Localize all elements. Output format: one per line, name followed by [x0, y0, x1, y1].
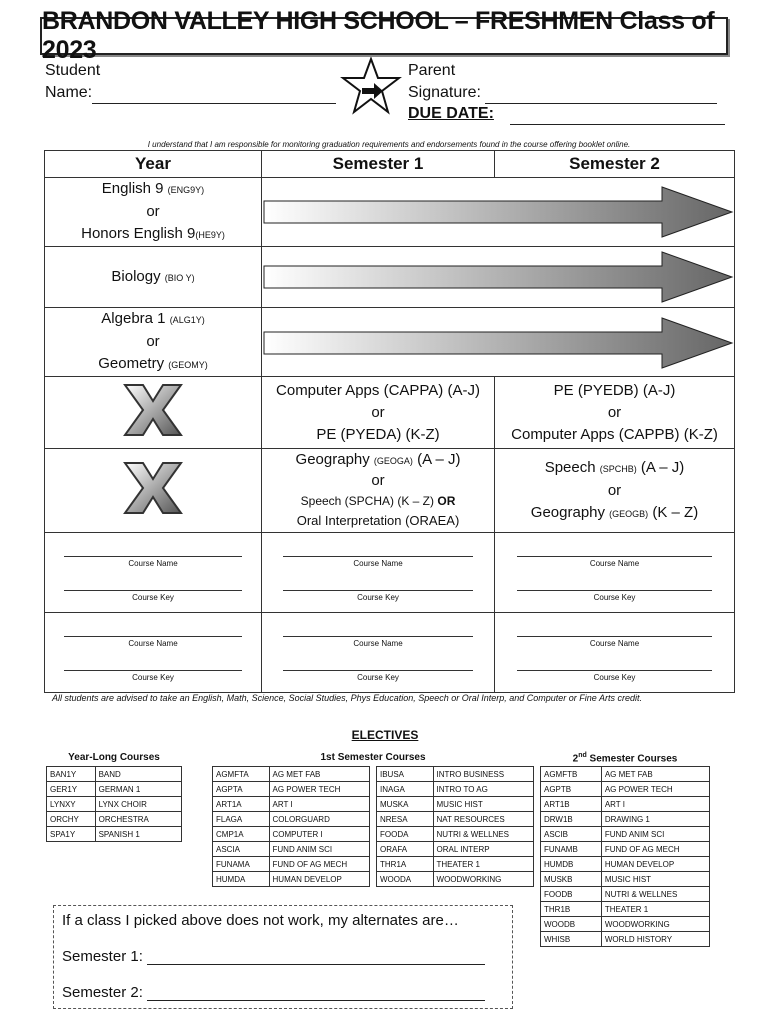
course-key-label: Course Key — [593, 672, 636, 682]
course-name-cell: WORLD HISTORY — [601, 932, 709, 947]
course-key-cell: CMP1A — [213, 827, 270, 842]
course-name-cell: ART I — [601, 797, 709, 812]
sem2-title — [540, 752, 710, 764]
course-key-cell: FUNAMB — [541, 842, 602, 857]
table-row — [541, 842, 710, 857]
page-title: BRANDON VALLEY HIGH SCHOOL – FRESHMEN Class of 2023 — [40, 17, 728, 55]
elective-blank-cell[interactable] — [495, 613, 735, 693]
table-row — [541, 887, 710, 902]
table-row — [541, 902, 710, 917]
course-name-cell: ORCHESTRA — [95, 812, 181, 827]
course-option: Computer Apps (CAPPA) (A-J) — [276, 381, 480, 399]
alternates-prompt: If a class I picked above does not work, my alternates are… — [62, 912, 459, 929]
course-code: (ALG1Y) — [169, 315, 205, 325]
course-key-cell: FOODA — [377, 827, 434, 842]
biology-course-cell — [45, 247, 262, 308]
course-key-cell: DRW1B — [541, 812, 602, 827]
course-name-cell: FUND OF AG MECH — [269, 857, 369, 872]
course-name-cell: AG MET FAB — [601, 767, 709, 782]
table-header-row — [45, 151, 735, 178]
or-text: or — [371, 472, 385, 489]
parent-signature-field — [408, 60, 717, 104]
course-name-label: Course Name — [589, 638, 640, 648]
course-key-cell: FLAGA — [213, 812, 270, 827]
course-option: Speech (SPCHA) (K – Z) — [300, 494, 438, 508]
course-key-label: Course Key — [357, 672, 399, 682]
course-name-line[interactable] — [517, 624, 713, 637]
course-key-cell: WOODA — [377, 872, 434, 887]
table-row — [45, 308, 735, 377]
course-title: Geography — [530, 503, 610, 521]
course-name-cell: ART I — [269, 797, 369, 812]
elective-blank-cell[interactable] — [45, 613, 262, 693]
course-name-cell: FUND ANIM SCI — [269, 842, 369, 857]
course-title: Algebra 1 — [101, 310, 170, 327]
course-option: PE (PYEDA) (K-Z) — [316, 425, 440, 443]
student-name-field — [45, 60, 336, 104]
elective-row — [45, 613, 735, 693]
full-year-arrow-icon — [262, 309, 734, 375]
alternates-box — [53, 905, 513, 1009]
alternate-semester-1-label: Semester 1: — [62, 948, 143, 965]
table-row — [377, 782, 534, 797]
course-name-cell: AG POWER TECH — [601, 782, 709, 797]
course-name-cell: HUMAN DEVELOP — [269, 872, 369, 887]
student-label: Student — [45, 62, 101, 79]
student-name-line[interactable] — [92, 87, 336, 104]
course-name-cell: GERMAN 1 — [95, 782, 181, 797]
elective-blank-cell[interactable] — [45, 533, 262, 613]
course-name-cell: INTRO BUSINESS — [433, 767, 533, 782]
electives-title: ELECTIVES — [351, 728, 419, 742]
table-row — [541, 872, 710, 887]
course-key-cell: WHISB — [541, 932, 602, 947]
table-row — [377, 872, 534, 887]
course-key-cell: FUNAMA — [213, 857, 270, 872]
course-name-cell: AG MET FAB — [269, 767, 369, 782]
course-name-cell: FUND ANIM SCI — [601, 827, 709, 842]
course-key-line[interactable] — [64, 578, 241, 591]
sem2-title-num: 2 — [572, 753, 579, 765]
year-long-table — [46, 766, 182, 842]
course-code: (HE9Y) — [195, 230, 225, 240]
course-name-cell: NUTRI & WELLNES — [601, 887, 709, 902]
year-long-title: Year-Long Courses — [68, 752, 160, 763]
course-key-cell: THR1A — [377, 857, 434, 872]
course-key-cell: ORAFA — [377, 842, 434, 857]
table-row — [45, 377, 735, 449]
full-year-arrow-cell — [262, 178, 735, 247]
course-name-cell: THEATER 1 — [433, 857, 533, 872]
course-name-cell: ORAL INTERP — [433, 842, 533, 857]
course-plan-table — [44, 150, 735, 693]
course-key-cell: GER1Y — [47, 782, 96, 797]
table-row — [541, 827, 710, 842]
course-code: (BIO Y) — [164, 272, 195, 283]
course-name-cell: COMPUTER I — [269, 827, 369, 842]
or-text: or — [607, 403, 622, 421]
sem1-title: 1st Semester Courses — [320, 752, 426, 763]
course-name-cell: SPANISH 1 — [95, 827, 181, 842]
course-title: Geography — [295, 451, 374, 468]
elective-blank-cell[interactable] — [495, 533, 735, 613]
header-semester-1: Semester 1 — [262, 151, 495, 178]
or-text: or — [607, 481, 622, 499]
course-key-label: Course Key — [132, 592, 174, 602]
sem1-table-b — [376, 766, 534, 887]
table-row — [213, 842, 370, 857]
course-key-label: Course Key — [593, 592, 636, 602]
table-row — [541, 857, 710, 872]
table-row — [213, 872, 370, 887]
x-mark-icon — [121, 381, 185, 439]
star-arrow-icon — [340, 57, 402, 115]
course-name-cell: MUSIC HIST — [433, 797, 533, 812]
course-key-cell: ORCHY — [47, 812, 96, 827]
table-row — [377, 797, 534, 812]
table-row — [377, 842, 534, 857]
course-key-cell: THR1B — [541, 902, 602, 917]
alternate-semester-2 — [62, 984, 485, 1001]
course-name-cell: NUTRI & WELLNES — [433, 827, 533, 842]
full-year-arrow-icon — [262, 179, 734, 245]
course-name-cell: AG POWER TECH — [269, 782, 369, 797]
course-name-cell: THEATER 1 — [601, 902, 709, 917]
table-row — [377, 827, 534, 842]
course-code: (GEOGA) — [373, 456, 413, 466]
course-key-line[interactable] — [517, 658, 713, 671]
header-semester-2: Semester 2 — [495, 151, 735, 178]
course-name-cell: FUND OF AG MECH — [601, 842, 709, 857]
course-name-cell: NAT RESOURCES — [433, 812, 533, 827]
elective-blank-cell[interactable] — [262, 533, 495, 613]
advice-note: All students are advised to take an English, Math, Science, Social Studies, Phys Education, Speech or Oral Interp, and Computer or Fine Arts credit. — [52, 693, 642, 703]
course-title: Biology — [111, 267, 165, 285]
course-title: Geometry — [98, 355, 169, 372]
course-title: Speech — [544, 458, 600, 476]
course-key-cell: INAGA — [377, 782, 434, 797]
course-code: (ENG9Y) — [167, 185, 205, 195]
semester-1-computer-pe-cell — [262, 377, 495, 449]
table-row — [213, 797, 370, 812]
alternate-semester-2-label: Semester 2: — [62, 984, 143, 1001]
alpha-range: (A – J) — [412, 451, 461, 468]
course-code: (GEOMY) — [168, 360, 208, 370]
course-key-line[interactable] — [283, 658, 473, 671]
course-name-cell: WOODWORKING — [433, 872, 533, 887]
table-row — [541, 767, 710, 782]
course-name-line[interactable] — [517, 544, 713, 557]
table-row — [541, 797, 710, 812]
course-key-cell: IBUSA — [377, 767, 434, 782]
full-year-arrow-icon — [262, 247, 734, 307]
course-key-cell: ASCIA — [213, 842, 270, 857]
alternate-semester-1 — [62, 948, 485, 965]
sem2-title-sup: nd — [578, 752, 587, 759]
table-row — [47, 782, 182, 797]
course-name-line[interactable] — [64, 624, 241, 637]
table-row — [47, 797, 182, 812]
course-key-cell: AGMFTA — [213, 767, 270, 782]
table-row — [213, 767, 370, 782]
course-option: PE (PYEDB) (A-J) — [553, 381, 676, 399]
sem2-table — [540, 766, 710, 947]
table-row — [377, 767, 534, 782]
course-option: Computer Apps (CAPPB) (K-Z) — [511, 425, 718, 443]
course-option: Oral Interpretation (ORAEA) — [296, 513, 460, 528]
course-key-cell: AGMFTB — [541, 767, 602, 782]
name-label: Name: — [45, 84, 93, 101]
table-row — [45, 449, 735, 533]
alpha-range: (K – Z) — [648, 503, 699, 521]
course-key-label: Course Key — [357, 592, 399, 602]
course-name-cell: COLORGUARD — [269, 812, 369, 827]
or-text: or — [371, 403, 385, 421]
course-code: (SPCHB) — [599, 463, 637, 474]
x-mark-cell — [45, 449, 262, 533]
table-row — [213, 782, 370, 797]
semester-2-computer-pe-cell — [495, 377, 735, 449]
alternate-semester-1-line[interactable] — [147, 950, 485, 965]
course-key-cell: BAN1Y — [47, 767, 96, 782]
table-row — [541, 917, 710, 932]
course-key-label: Course Key — [132, 672, 174, 682]
course-name-cell: HUMAN DEVELOP — [601, 857, 709, 872]
sem2-title-rest: Semester Courses — [586, 753, 678, 765]
alternate-semester-2-line[interactable] — [147, 986, 485, 1001]
course-key-cell: MUSKB — [541, 872, 602, 887]
semester-2-geography-speech-cell — [495, 449, 735, 533]
course-title: Honors English 9 — [81, 225, 196, 242]
course-key-cell: ART1A — [213, 797, 270, 812]
table-row — [213, 812, 370, 827]
or-bold-text: OR — [437, 494, 456, 508]
course-name-line[interactable] — [283, 544, 473, 557]
course-key-line[interactable] — [64, 658, 241, 671]
table-row — [541, 782, 710, 797]
course-name-cell: WOODWORKING — [601, 917, 709, 932]
table-row — [213, 827, 370, 842]
parent-label: Parent — [408, 62, 456, 79]
table-row — [45, 247, 735, 308]
table-row — [377, 812, 534, 827]
course-key-cell: ART1B — [541, 797, 602, 812]
or-text: or — [146, 203, 160, 220]
x-mark-cell — [45, 377, 262, 449]
course-key-line[interactable] — [283, 578, 473, 591]
course-name-cell: DRAWING 1 — [601, 812, 709, 827]
course-name-line[interactable] — [64, 544, 241, 557]
course-key-cell: NRESA — [377, 812, 434, 827]
course-key-cell: LYNXY — [47, 797, 96, 812]
semester-1-geography-speech-cell — [262, 449, 495, 533]
table-row — [47, 827, 182, 842]
course-name-cell: INTRO TO AG — [433, 782, 533, 797]
course-name-label: Course Name — [353, 558, 403, 568]
x-mark-icon — [121, 459, 185, 517]
sem1-table-a — [212, 766, 370, 887]
signature-label: Signature: — [408, 84, 481, 101]
table-row — [377, 857, 534, 872]
due-date-line[interactable] — [510, 124, 725, 125]
course-name-cell: BAND — [95, 767, 181, 782]
table-row — [213, 857, 370, 872]
course-name-line[interactable] — [283, 624, 473, 637]
full-year-arrow-cell — [262, 308, 735, 377]
course-key-cell: AGPTA — [213, 782, 270, 797]
elective-blank-cell[interactable] — [262, 613, 495, 693]
header-year: Year — [45, 151, 262, 178]
course-name-cell: LYNX CHOIR — [95, 797, 181, 812]
course-key-cell: SPA1Y — [47, 827, 96, 842]
course-key-cell: MUSKA — [377, 797, 434, 812]
course-title: English 9 — [101, 180, 168, 197]
table-row — [541, 932, 710, 947]
course-key-line[interactable] — [517, 578, 713, 591]
table-row — [45, 178, 735, 247]
elective-row — [45, 533, 735, 613]
alpha-range: (A – J) — [636, 458, 685, 476]
table-row — [47, 812, 182, 827]
course-key-cell: HUMDB — [541, 857, 602, 872]
signature-line[interactable] — [485, 87, 717, 104]
course-key-cell: WOODB — [541, 917, 602, 932]
due-date-label: DUE DATE: — [408, 105, 494, 122]
responsibility-note: I understand that I am responsible for monitoring graduation requirements and endorsements found in the course offering booklet online. — [147, 140, 631, 149]
english-course-cell — [45, 178, 262, 247]
full-year-arrow-cell — [262, 247, 735, 308]
course-name-label: Course Name — [589, 558, 640, 568]
course-code: (GEOGB) — [609, 508, 649, 519]
course-key-cell: FOODB — [541, 887, 602, 902]
course-name-cell: MUSIC HIST — [601, 872, 709, 887]
course-key-cell: ASCIB — [541, 827, 602, 842]
course-key-cell: AGPTB — [541, 782, 602, 797]
course-name-label: Course Name — [128, 558, 178, 568]
course-key-cell: HUMDA — [213, 872, 270, 887]
or-text: or — [146, 333, 160, 350]
math-course-cell — [45, 308, 262, 377]
table-row — [541, 812, 710, 827]
course-name-label: Course Name — [128, 638, 178, 648]
course-name-label: Course Name — [353, 638, 403, 648]
table-row — [47, 767, 182, 782]
